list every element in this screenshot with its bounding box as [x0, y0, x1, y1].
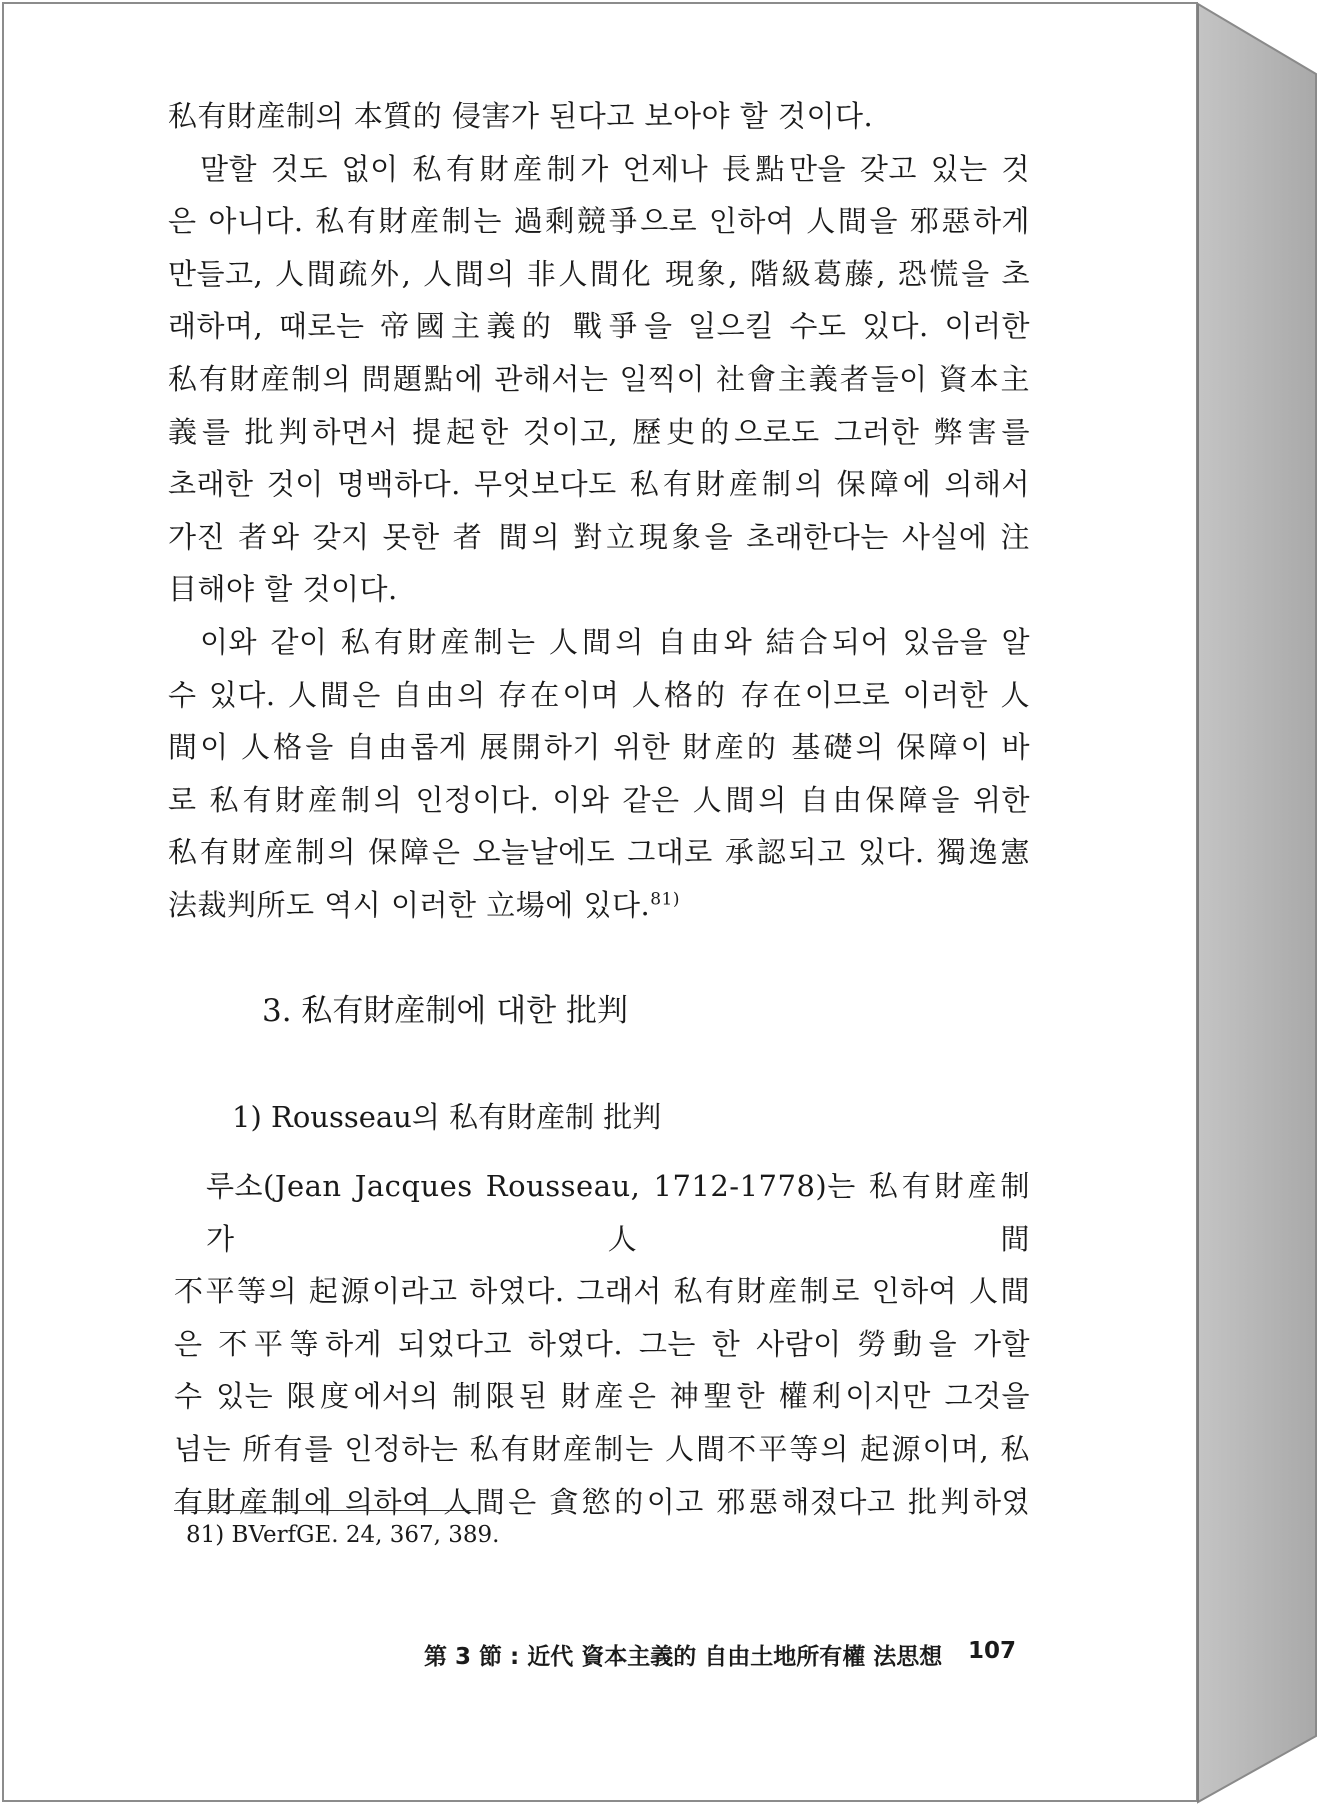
- text-line: 넘는 所有를 인정하는 私有財産制는 人間不平等의 起源이며, 私: [174, 1431, 1030, 1466]
- text-line: 래하며, 때로는 帝國主義的 戰爭을 일으킬 수도 있다. 이러한: [168, 309, 1030, 344]
- footnote: 81) BVerfGE. 24, 367, 389.: [186, 1522, 500, 1548]
- text-line: 이와 같이 私有財産制는 人間의 自由와 結合되어 있음을 알: [200, 624, 1030, 659]
- body-text-top: [168, 90, 1030, 932]
- text-line: 은 不平等하게 되었다고 하였다. 그는 한 사람이 勞動을 가할: [174, 1326, 1030, 1361]
- page-number: 107: [968, 1638, 1017, 1664]
- section-heading: 3. 私有財産制에 대한 批判: [262, 993, 628, 1029]
- text-line: 私有財産制의 本質的 侵害가 된다고 보아야 할 것이다.: [168, 99, 874, 133]
- paragraph-2: [168, 143, 1030, 616]
- text-line: 法裁判所도 역시 이러한 立場에 있다.: [168, 887, 651, 922]
- body-text-bottom: [174, 1160, 1030, 1528]
- text-line: 不平等의 起源이라고 하였다. 그래서 私有財産制로 인하여 人間: [174, 1274, 1030, 1309]
- footnote-reference: 81): [650, 889, 680, 910]
- text-line: 目해야 할 것이다.: [168, 572, 398, 607]
- text-line: 만들고, 人間疏外, 人間의 非人間化 現象, 階級葛藤, 恐慌을 초: [168, 256, 1030, 291]
- text-line: 私有財産制의 問題點에 관해서는 일찍이 社會主義者들이 資本主: [168, 361, 1030, 396]
- paragraph-3: [168, 616, 1030, 932]
- text-line: 가진 者와 갖지 못한 者 間의 對立現象을 초래한다는 사실에 注: [168, 519, 1030, 554]
- text-line: 로 私有財産制의 인정이다. 이와 같은 人間의 自由保障을 위한: [168, 782, 1030, 817]
- paragraph-4: [174, 1160, 1030, 1528]
- text-line: 有財産制에 의하여 人間은 貪慾的이고 邪惡해졌다고 批判하였: [174, 1484, 1030, 1519]
- running-footer: 第 3 節 : 近代 資本主義的 自由土地所有權 法思想: [424, 1644, 943, 1670]
- sub-heading: 1) Rousseau의 私有財産制 批判: [232, 1100, 662, 1134]
- text-line: 루소(Jean Jacques Rousseau, 1712-1778)는 私有財産制가 人間: [206, 1169, 1030, 1256]
- text-line: 수 있다. 人間은 自由의 存在이며 人格的 存在이므로 이러한 人: [168, 677, 1030, 712]
- text-line: 은 아니다. 私有財産制는 過剩競爭으로 인하여 人間을 邪惡하게: [168, 204, 1030, 239]
- paragraph-1: [168, 90, 1030, 143]
- text-line: 私有財産制의 保障은 오늘날에도 그대로 承認되고 있다. 獨逸憲: [168, 835, 1030, 870]
- footnote-divider: [174, 1510, 478, 1511]
- text-line: 義를 批判하면서 提起한 것이고, 歷史的으로도 그러한 弊害를: [168, 414, 1030, 449]
- text-line: 수 있는 限度에서의 制限된 財産은 神聖한 權利이지만 그것을: [174, 1379, 1030, 1414]
- text-line-with-footnote: [168, 879, 1030, 932]
- text-line: 間이 人格을 自由롭게 展開하기 위한 財産的 基礎의 保障이 바: [168, 730, 1030, 765]
- text-line: 말할 것도 없이 私有財産制가 언제나 長點만을 갖고 있는 것: [200, 151, 1030, 186]
- text-line: 초래한 것이 명백하다. 무엇보다도 私有財産制의 保障에 의해서: [168, 467, 1030, 502]
